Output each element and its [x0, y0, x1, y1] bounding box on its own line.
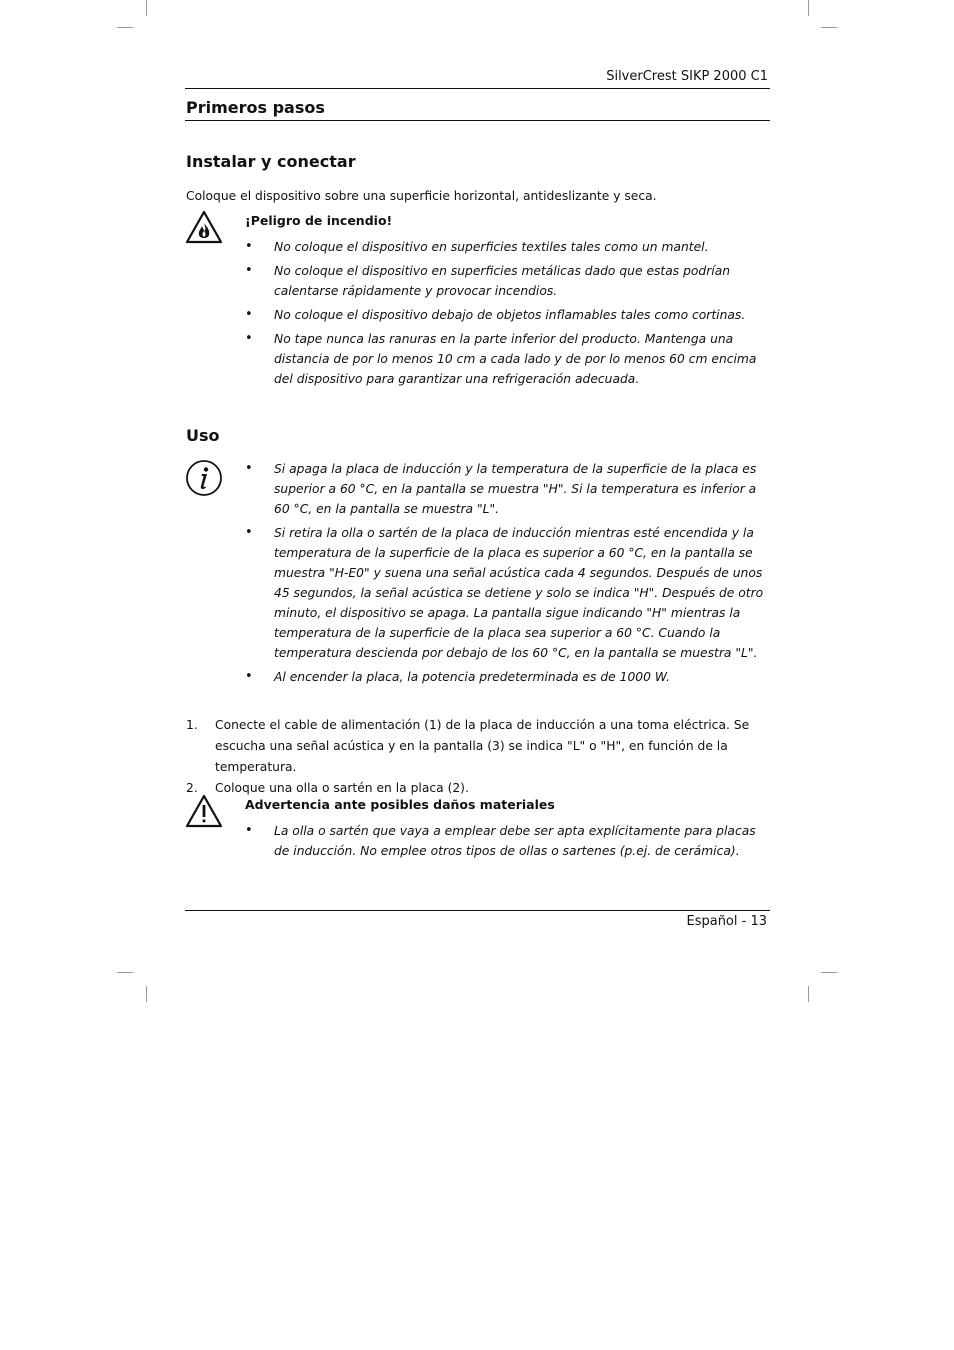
- section-rule: [185, 120, 770, 121]
- bullet: •: [245, 823, 253, 838]
- crop-mark: [808, 0, 809, 16]
- damage-warning-title: Advertencia ante posibles daños materiales: [245, 797, 555, 812]
- list-item: • La olla o sartén que vaya a emplear debe ser apta explícitamente para placas de inducción. No emplee otros tipos de ollas o sartenes (p.ej. de cerámica).: [245, 823, 756, 858]
- page-number: Español - 13: [686, 914, 767, 929]
- info-icon: [185, 459, 223, 501]
- running-header: SilverCrest SIKP 2000 C1: [606, 69, 768, 84]
- crop-mark: [821, 27, 837, 28]
- list-item: • No tape nunca las ranuras en la parte inferior del producto. Mantenga una distancia de por lo menos 10 cm a cada lado y de por lo menos 60 cm encima del dispositivo para garantizar una refrigeración adecuada.: [245, 331, 757, 386]
- list-item: • No coloque el dispositivo en superficies metálicas dado que estas podrían calentarse rápidamente y provocar incendios.: [245, 263, 731, 298]
- fire-warning-list: [245, 237, 770, 393]
- damage-warning-list: [245, 821, 770, 865]
- info-list: [245, 459, 770, 691]
- crop-mark: [146, 0, 147, 16]
- list-item: 1. Conecte el cable de alimentación (1) de la placa de inducción a una toma eléctrica. Se escucha una señal acústica y en la pantalla (3) se indica "L" o "H", en función de la temperatura.: [186, 718, 750, 774]
- section-title-instalar: Instalar y conectar: [186, 152, 356, 171]
- list-item: 2. Coloque una olla o sartén en la placa (2).: [186, 781, 469, 795]
- list-item: • No coloque el dispositivo en superficies textiles tales como un mantel.: [245, 237, 770, 257]
- bullet: •: [245, 669, 253, 684]
- fire-warning-icon: [185, 210, 223, 248]
- bullet: •: [245, 239, 253, 254]
- bullet: •: [245, 307, 253, 322]
- list-item: • Al encender la placa, la potencia predeterminada es de 1000 W.: [245, 667, 770, 687]
- bullet: •: [245, 525, 253, 540]
- list-item: • Si retira la olla o sartén de la placa de inducción mientras esté encendida y la temperatura de la superficie de la placa es superior a 60 °C, en la pantalla se muestra "H-E0" y suena una señal acústica cada 4 segundos. Después de unos 45 segundos, la señal acústica se detiene y solo se indica "H". Después de otro minuto, el dispositivo se apaga. La pantalla sigue indicando "H" mientras la temperatura de la superficie de la placa sea superior a 60 °C. Cuando la temperatura descienda por debajo de los 60 °C, en la pantalla se muestra "L".: [245, 525, 764, 660]
- bullet: •: [245, 331, 253, 346]
- crop-mark: [117, 27, 133, 28]
- bullet: •: [245, 461, 253, 476]
- list-item: • No coloque el dispositivo debajo de objetos inflamables tales como cortinas.: [245, 305, 770, 325]
- intro-paragraph: Coloque el dispositivo sobre una superficie horizontal, antideslizante y seca.: [186, 189, 657, 203]
- steps-list: [186, 715, 761, 799]
- header-rule: [185, 88, 770, 89]
- warning-triangle-icon: [185, 794, 223, 832]
- crop-mark: [146, 986, 147, 1002]
- section-title-primeros-pasos: Primeros pasos: [186, 98, 325, 117]
- crop-mark: [117, 972, 133, 973]
- crop-mark: [808, 986, 809, 1002]
- crop-mark: [821, 972, 837, 973]
- footer-rule: [185, 910, 770, 911]
- fire-warning-title: ¡Peligro de incendio!: [245, 213, 393, 228]
- bullet: •: [245, 263, 253, 278]
- section-title-uso: Uso: [186, 426, 220, 445]
- list-item: • Si apaga la placa de inducción y la temperatura de la superficie de la placa es superior a 60 °C, en la pantalla se muestra "H". Si la temperatura es inferior a 60 °C, en la pantalla se muestra "L".: [245, 461, 757, 516]
